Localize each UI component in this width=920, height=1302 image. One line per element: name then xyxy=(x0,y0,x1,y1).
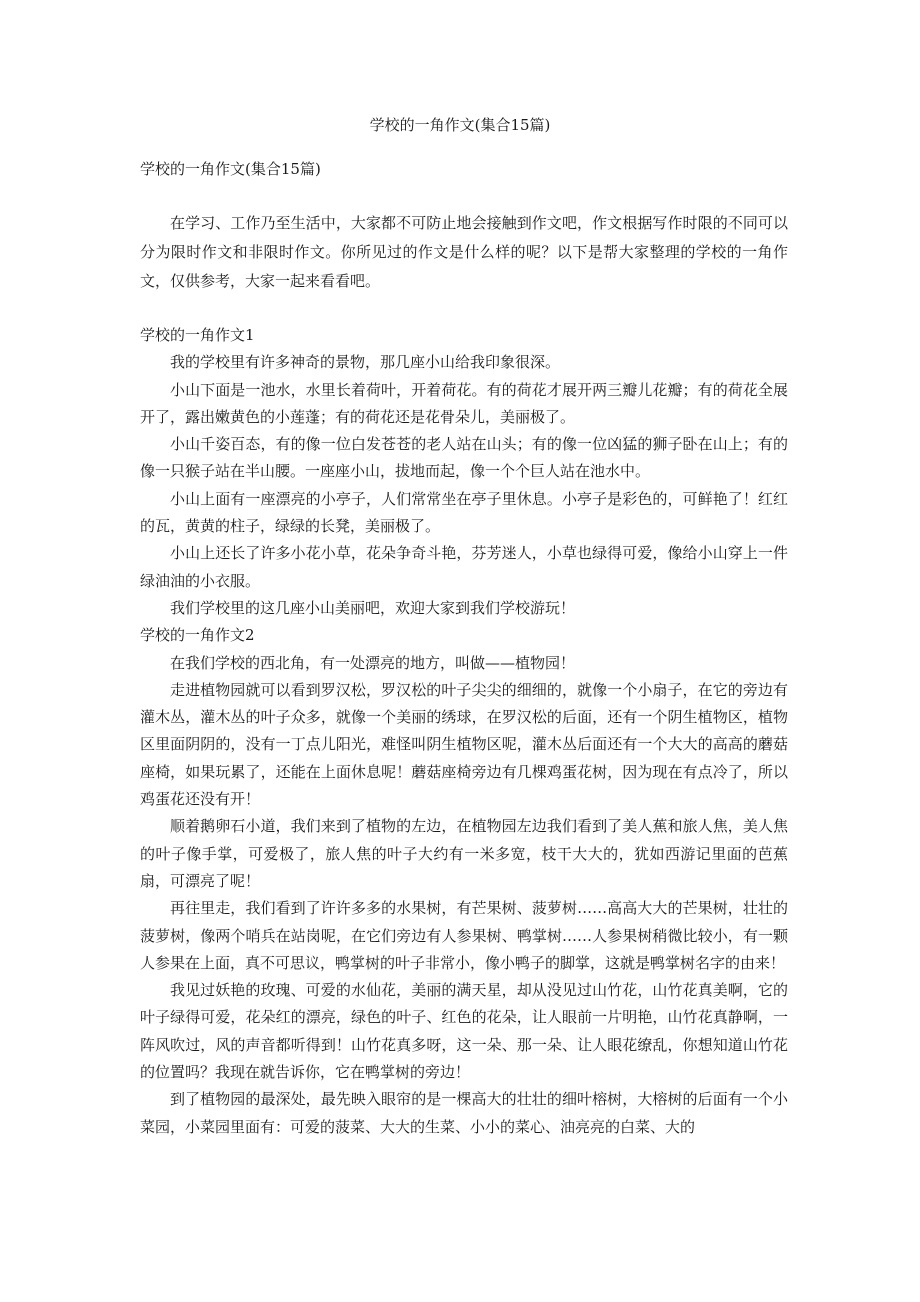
intro-paragraph: 在学习、工作乃至生活中，大家都不可防止地会接触到作文吧，作文根据写作时限的不同可以分为限时作文和非限时作文。你所见过的作文是什么样的呢？以下是帮大家整理的学校的一角作文，仅供参考，大家一起来看看吧。 xyxy=(140,214,788,290)
paragraph: 小山千姿百态，有的像一位白发苍苍的老人站在山头；有的像一位凶猛的狮子卧在山上；有的像一只猴子站在半山腰。一座座小山，拔地而起，像一个个巨人站在池水中。 xyxy=(140,435,788,481)
section-heading: 学校的一角作文1 xyxy=(140,326,255,344)
paragraph: 顺着鹅卵石小道，我们来到了植物的左边，在植物园左边我们看到了美人蕉和旅人焦，美人焦的叶子像手掌，可爱极了，旅人焦的叶子大约有一米多宽，枝干大大的，犹如西游记里面的芭蕉扇，可漂亮了呢！ xyxy=(140,817,788,890)
paragraph: 我的学校里有许多神奇的景物，那几座小山给我印象很深。 xyxy=(170,353,561,372)
document-title: 学校的一角作文(集合15篇) xyxy=(369,116,551,134)
paragraph: 在我们学校的西北角，有一处漂亮的地方，叫做——植物园！ xyxy=(170,653,576,672)
paragraph: 再往里走，我们看到了许许多多的水果树，有芒果树、菠萝树……高高大大的芒果树，壮壮的菠萝树，像两个哨兵在站岗呢，在它们旁边有人参果树、鸭掌树……人参果树稍微比较小，有一颗人参果在上面，真不可思议，鸭掌树的叶子非常小，像小鸭子的脚掌，这就是鸭掌树名字的由来！ xyxy=(140,899,788,972)
document-body xyxy=(140,322,788,1141)
paragraph: 我们学校里的这几座小山美丽吧，欢迎大家到我们学校游玩！ xyxy=(170,598,576,617)
paragraph: 小山下面是一池水，水里长着荷叶，开着荷花。有的荷花才展开两三瓣儿花瓣；有的荷花全展开了，露出嫩黄色的小莲蓬；有的荷花还是花骨朵儿，美丽极了。 xyxy=(140,380,788,426)
section-heading: 学校的一角作文2 xyxy=(140,626,255,645)
paragraph: 小山上面有一座漂亮的小亭子，人们常常坐在亭子里休息。小亭子是彩色的，可鲜艳了！红红的瓦，黄黄的柱子，绿绿的长凳，美丽极了。 xyxy=(140,489,788,536)
essay-section-1 xyxy=(140,322,788,622)
paragraph: 小山上还长了许多小花小草，花朵争奇斗艳，芬芳迷人，小草也绿得可爱，像给小山穿上一件绿油油的小衣服。 xyxy=(140,544,788,590)
essay-section-2 xyxy=(140,622,788,1141)
paragraph: 到了植物园的最深处，最先映入眼帘的是一棵高大的壮壮的细叶榕树，大榕树的后面有一个小菜园，小菜园里面有：可爱的菠菜、大大的生菜、小小的菜心、油亮亮的白菜、大的 xyxy=(140,1090,788,1136)
document-subtitle: 学校的一角作文(集合15篇) xyxy=(140,160,321,178)
paragraph: 我见过妖艳的玫瑰、可爱的水仙花，美丽的满天星，却从没见过山竹花，山竹花真美啊，它的叶子绿得可爱，花朵红的漂亮，绿色的叶子、红色的花朵，让人眼前一片明艳，山竹花真静啊，一阵风吹过，风的声音都听得到！山竹花真多呀，这一朵、那一朵、让人眼花缭乱，你想知道山竹花的位置吗？我现在就告诉你，它在鸭掌树的旁边！ xyxy=(140,981,788,1082)
paragraph: 走进植物园就可以看到罗汉松，罗汉松的叶子尖尖的细细的，就像一个小扇子，在它的旁边有灌木丛，灌木丛的叶子众多，就像一个美丽的绣球，在罗汉松的后面，还有一个阴生植物区，植物区里面阴阴的，没有一丁点儿阳光，难怪叫阴生植物区呢，灌木丛后面还有一个大大的高高的蘑菇座椅，如果玩累了，还能在上面休息呢！蘑菇座椅旁边有几棵鸡蛋花树，因为现在有点冷了，所以鸡蛋花还没有开！ xyxy=(140,680,788,809)
